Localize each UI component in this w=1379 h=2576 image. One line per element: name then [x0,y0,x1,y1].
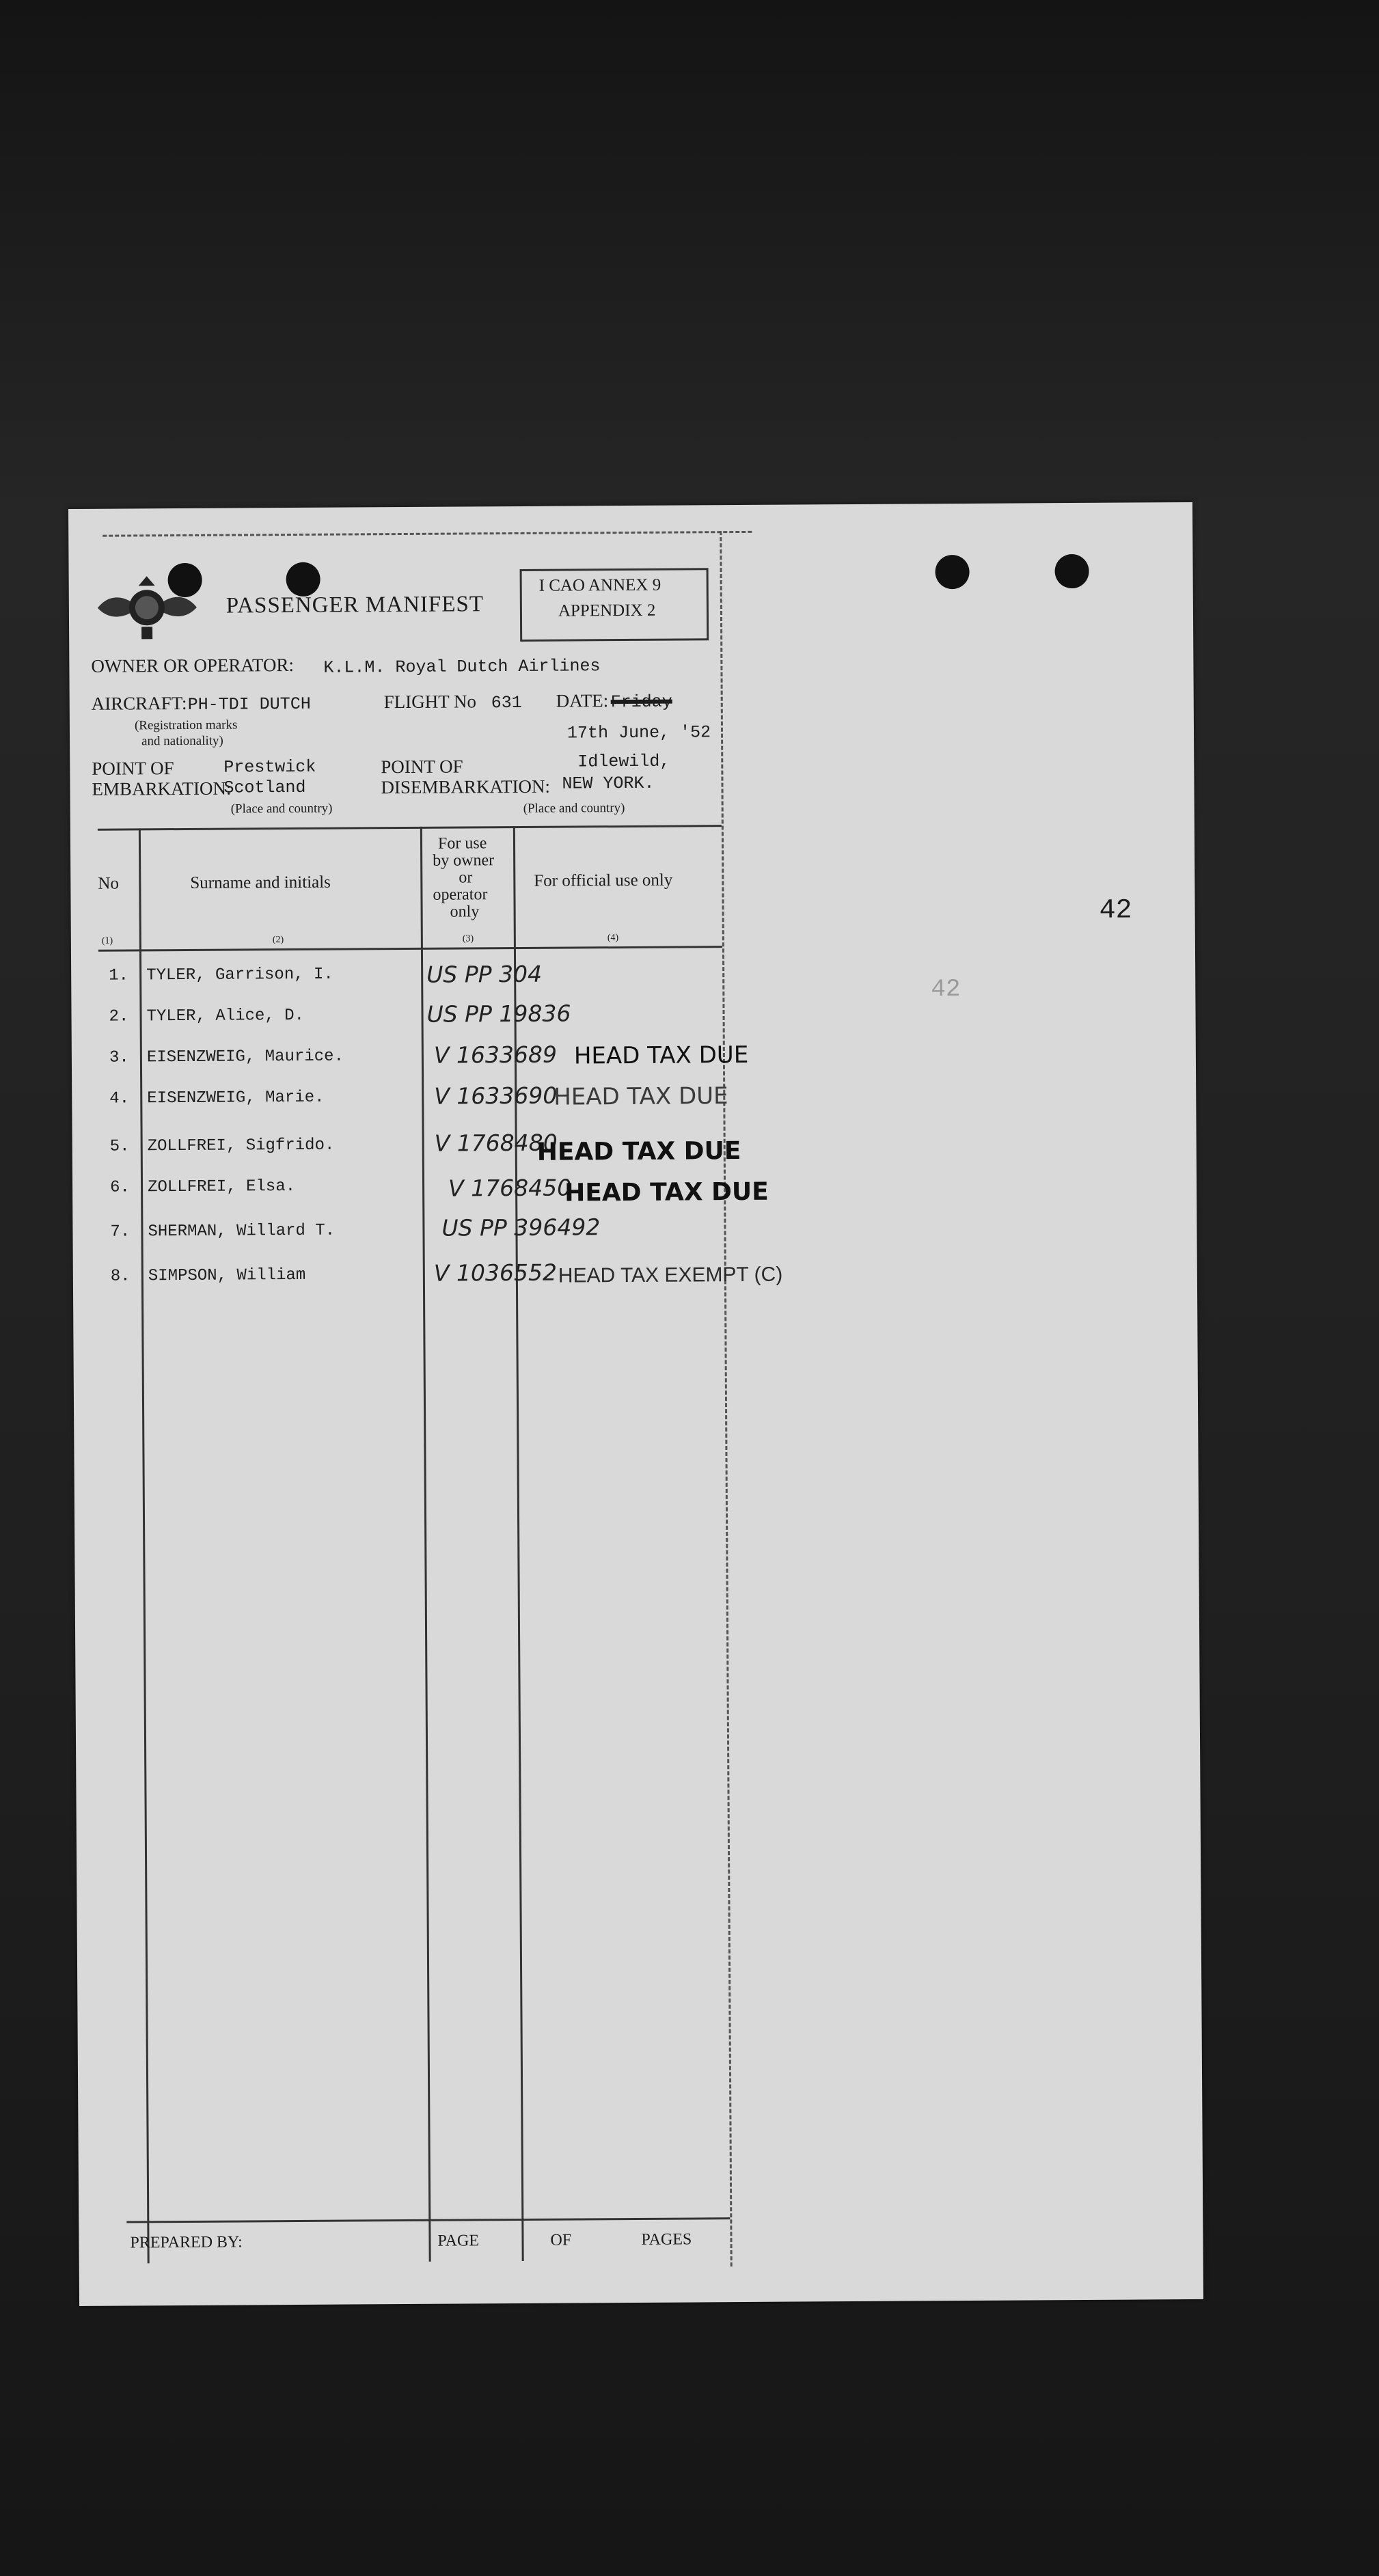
document-number: V 1633690 [434,1082,558,1110]
form-title: PASSENGER MANIFEST [226,592,484,618]
row-number: 1. [109,966,129,985]
col-header-official: For official use only [534,871,673,890]
col-header-owner: or [459,868,473,887]
registration-note: (Registration marks [134,717,238,733]
disembark-value: NEW YORK. [562,773,655,794]
of-label: OF [550,2231,572,2249]
date-struck: Friday [610,691,672,713]
col-header-owner: by owner [433,851,495,870]
table-col-rule [420,827,431,2262]
passenger-name: EISENZWEIG, Marie. [147,1088,325,1108]
passenger-name: SIMPSON, William [148,1265,306,1286]
annex-line-2: APPENDIX 2 [558,601,656,620]
row-number: 2. [109,1007,129,1026]
row-number: 3. [109,1048,129,1067]
date-label: DATE: [556,690,609,711]
head-tax-stamp: HEAD TAX DUE [536,1137,741,1166]
col-number: (2) [272,935,284,946]
page-number: 42 [1099,895,1132,927]
registration-note: and nationality) [141,733,223,749]
passenger-name: TYLER, Alice, D. [146,1006,305,1026]
head-tax-stamp: HEAD TAX DUE [564,1177,769,1207]
page-number-faint: 42 [931,975,961,1004]
table-top-rule [98,825,722,831]
passenger-name: ZOLLFREI, Sigfrido. [147,1136,335,1156]
punch-hole [935,555,969,589]
row-number: 7. [110,1222,131,1242]
head-tax-stamp: HEAD TAX DUE [573,1041,749,1070]
row-number: 5. [109,1137,130,1156]
row-number: 8. [110,1267,131,1286]
document-number: V 1768480 [434,1129,558,1157]
passenger-name: ZOLLFREI, Elsa. [147,1177,296,1197]
table-header-rule [98,946,722,952]
perforation-top [103,531,752,537]
disembark-label: POINT OF [381,756,463,778]
document-number: V 1768450 [448,1174,572,1202]
col-number: (3) [462,933,474,944]
passenger-name: SHERMAN, Willard T. [148,1221,336,1242]
col-header-no: No [98,874,119,893]
col-header-owner: only [450,903,480,921]
table-col-rule [139,828,150,2263]
embark-value: Prestwick [223,756,316,778]
owner-value: K.L.M. Royal Dutch Airlines [323,656,601,678]
passenger-name: EISENZWEIG, Maurice. [146,1047,344,1067]
row-number: 6. [109,1178,130,1197]
disembark-value: Idlewild, [577,751,670,772]
col-number: (1) [101,935,113,946]
disembark-label: DISEMBARKATION: [381,776,551,798]
date-value: 17th June, '52 [566,722,711,743]
prepared-by-label: PREPARED BY: [130,2233,243,2252]
klm-logo-icon [91,573,204,646]
punch-hole [286,562,320,597]
document-number: V 1633689 [433,1041,558,1069]
disembark-note: (Place and country) [523,801,625,816]
owner-label: OWNER OR OPERATOR: [91,654,295,676]
embark-note: (Place and country) [230,801,333,817]
embark-value: Scotland [223,777,306,798]
document-number: US PP 304 [426,960,543,988]
flight-label: FLIGHT No [383,691,477,713]
perforation-right [720,531,733,2266]
aircraft-value: PH-TDI DUTCH [187,694,311,715]
aircraft-label: AIRCRAFT: [91,692,187,714]
punch-hole [1054,554,1089,588]
document-number: US PP 19836 [426,1000,571,1028]
embark-label: EMBARKATION: [92,778,232,799]
col-header-owner: For use [437,834,487,853]
pages-label: PAGES [641,2230,692,2249]
row-number: 4. [109,1089,130,1108]
col-header-owner: operator [433,886,488,904]
col-number: (4) [607,933,619,944]
passenger-name: TYLER, Garrison, I. [146,965,333,985]
manifest-sheet [68,502,1203,2306]
flight-value: 631 [491,692,522,713]
head-tax-stamp: HEAD TAX DUE [554,1082,728,1111]
document-number: US PP 396492 [441,1214,601,1242]
page-label: PAGE [437,2232,480,2250]
embark-label: POINT OF [92,758,174,779]
head-tax-exempt-stamp: HEAD TAX EXEMPT (C) [558,1263,783,1287]
document-number: V 1036552 [433,1259,558,1287]
annex-line-1: I CAO ANNEX 9 [538,575,661,595]
col-header-name: Surname and initials [190,873,331,892]
